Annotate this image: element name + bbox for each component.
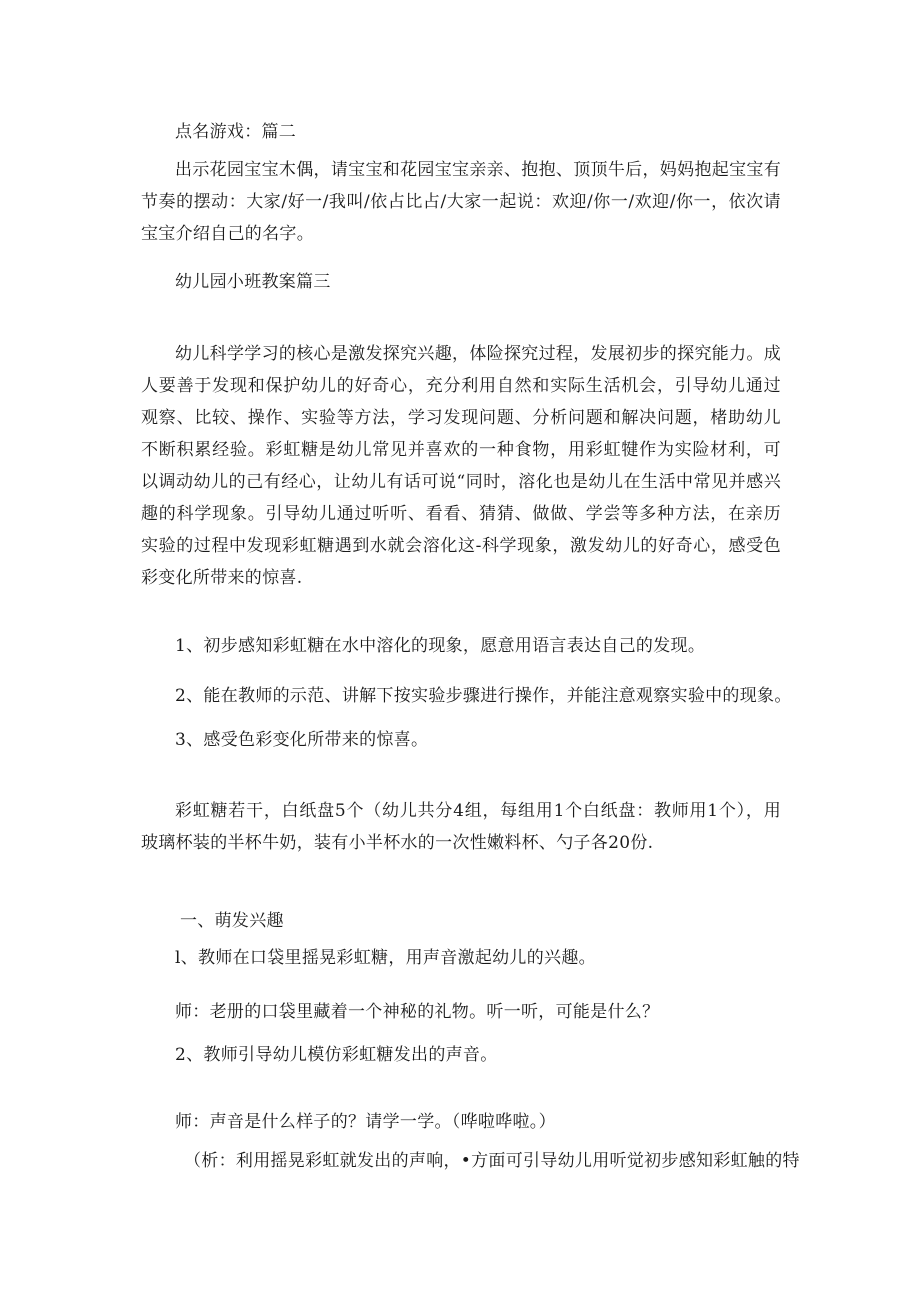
heading-roll-call-game: 点名游戏：篇二 xyxy=(175,122,297,142)
goal-item-2: 2、能在教师的示范、讲解下按实验步骤进行操作，并能注意观察实验中的现象。 xyxy=(175,686,792,706)
analysis-note: （析：利用摇晃彩虹就发出的声响，•方面可引导幼儿用听觉初步感知彩虹触的特 xyxy=(184,1151,800,1171)
teacher-line-1: 师：老册的口袋里藏着一个神秘的礼物。听一听，可能是什么？ xyxy=(175,1002,660,1022)
step-item-1: l、教师在口袋里摇晃彩虹糖，用声音激起幼儿的兴趣。 xyxy=(175,948,596,968)
paragraph-roll-call-game: 出示花园宝宝木偶，请宝宝和花园宝宝亲亲、抱抱、顶顶牛后，妈妈抱起宝宝有节奏的摆动：大家/好一/我叫/依占比占/大家一起说：欢迎/你一/欢迎/你一，依次请宝宝介绍自己的名字。 xyxy=(141,160,781,244)
step-item-2: 2、教师引导幼儿模仿彩虹糖发出的声音。 xyxy=(175,1045,498,1065)
section-heading-arouse-interest: 一、萌发兴趣 xyxy=(180,911,284,931)
goal-item-1: 1、初步感知彩虹糖在水中溶化的现象，愿意用语言表达自己的发现。 xyxy=(175,636,706,656)
paragraph-introduction: 幼儿科学学习的核心是激发探究兴趣，体险探究过程，发展初步的探究能力。成人要善于发现和保护幼儿的好奇心，充分利用自然和实际生活机会，引导幼儿通过观察、比较、操作、实验等方法，学习发现问题、分析问题和解决问题，楮助幼儿不断积累经验。彩虹糖是幼儿常见并喜欢的一种食物，用彩虹犍作为实险材利，可以调动幼儿的己有经心，让幼儿有话可说“同时，溶化也是幼儿在生活中常见并感兴趣的科学现象。引导幼儿通过听听、看看、猜猜、做做、学尝等多种方法，在亲历实验的过程中发现彩虹糖遇到水就会溶化这-科学现象，激发幼儿的好奇心，感受色彩变化所带来的惊喜. xyxy=(141,344,781,588)
goal-item-3: 3、感受色彩变化所带来的惊喜。 xyxy=(175,730,429,750)
teacher-line-2: 师：声音是什么样子的？请学一学。（哗啦哗啦。） xyxy=(175,1112,556,1132)
paragraph-materials: 彩虹糖若干，白纸盘5个（幼儿共分4组，每组用1个白纸盘：教师用1个），用玻璃杯装的半杯牛奶，装有小半杯水的一次性嫩料杯、勺子各20份. xyxy=(141,801,781,853)
heading-lesson-plan-3: 幼儿园小班教案篇三 xyxy=(175,272,331,292)
